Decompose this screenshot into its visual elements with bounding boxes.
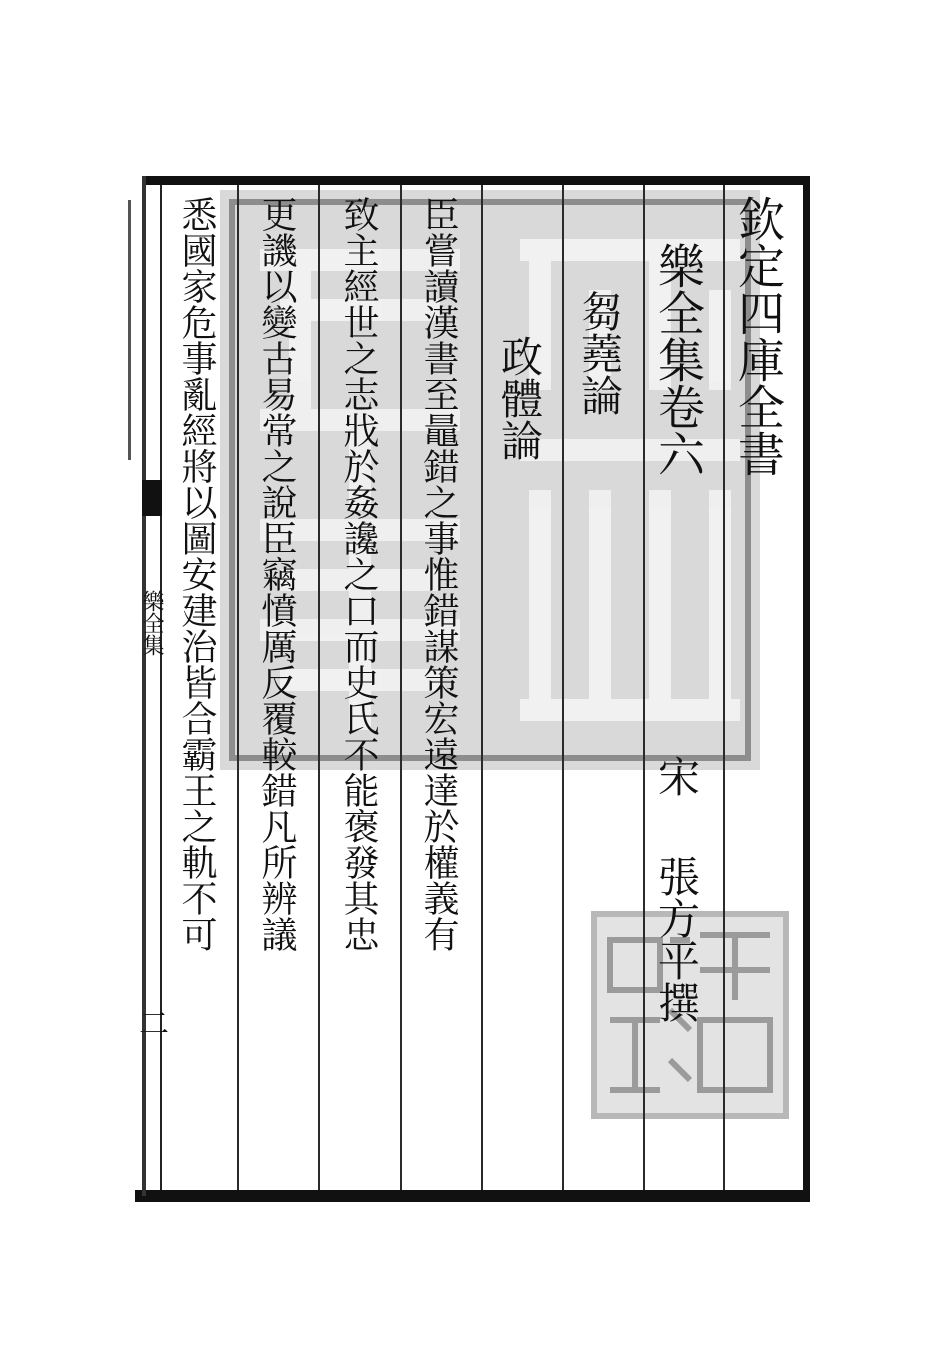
fish-tail-mark <box>142 480 162 516</box>
column-rule <box>723 185 725 1190</box>
column-rule <box>643 185 645 1190</box>
text-line-4: 悉國家危事亂經將以圖安建治皆合霸王之軌不可 <box>176 196 217 952</box>
book-title: 欽定四庫全書 <box>730 195 785 477</box>
page-number: 二 <box>139 1007 169 1042</box>
column-rule <box>400 185 402 1190</box>
margin-book-title: 樂全集 <box>139 590 164 656</box>
text-line-3: 更譏以變古易常之說臣竊憤厲反覆較錯凡所辨議 <box>256 196 297 952</box>
frame-bottom-border <box>135 1190 810 1202</box>
chapter-title: 政體論 <box>495 335 544 461</box>
text-line-2: 致主經世之志戕於姦讒之口而史氏不能褒發其忠 <box>338 196 379 952</box>
section-title: 芻蕘論 <box>575 290 624 416</box>
text-line-1: 臣嘗讀漢書至鼂錯之事惟錯謀策宏遠達於權義有 <box>418 196 459 952</box>
column-rule <box>481 185 483 1190</box>
column-rule <box>318 185 320 1190</box>
margin-top-trace <box>128 200 147 460</box>
author-dynasty: 宋 <box>652 755 701 797</box>
volume-title: 樂全集卷六 <box>650 242 705 477</box>
frame-top-border <box>143 176 810 185</box>
column-rule <box>237 185 239 1190</box>
author-name: 張方平撰 <box>652 855 701 1023</box>
column-rule <box>562 185 564 1190</box>
frame-right-border <box>803 176 810 1202</box>
